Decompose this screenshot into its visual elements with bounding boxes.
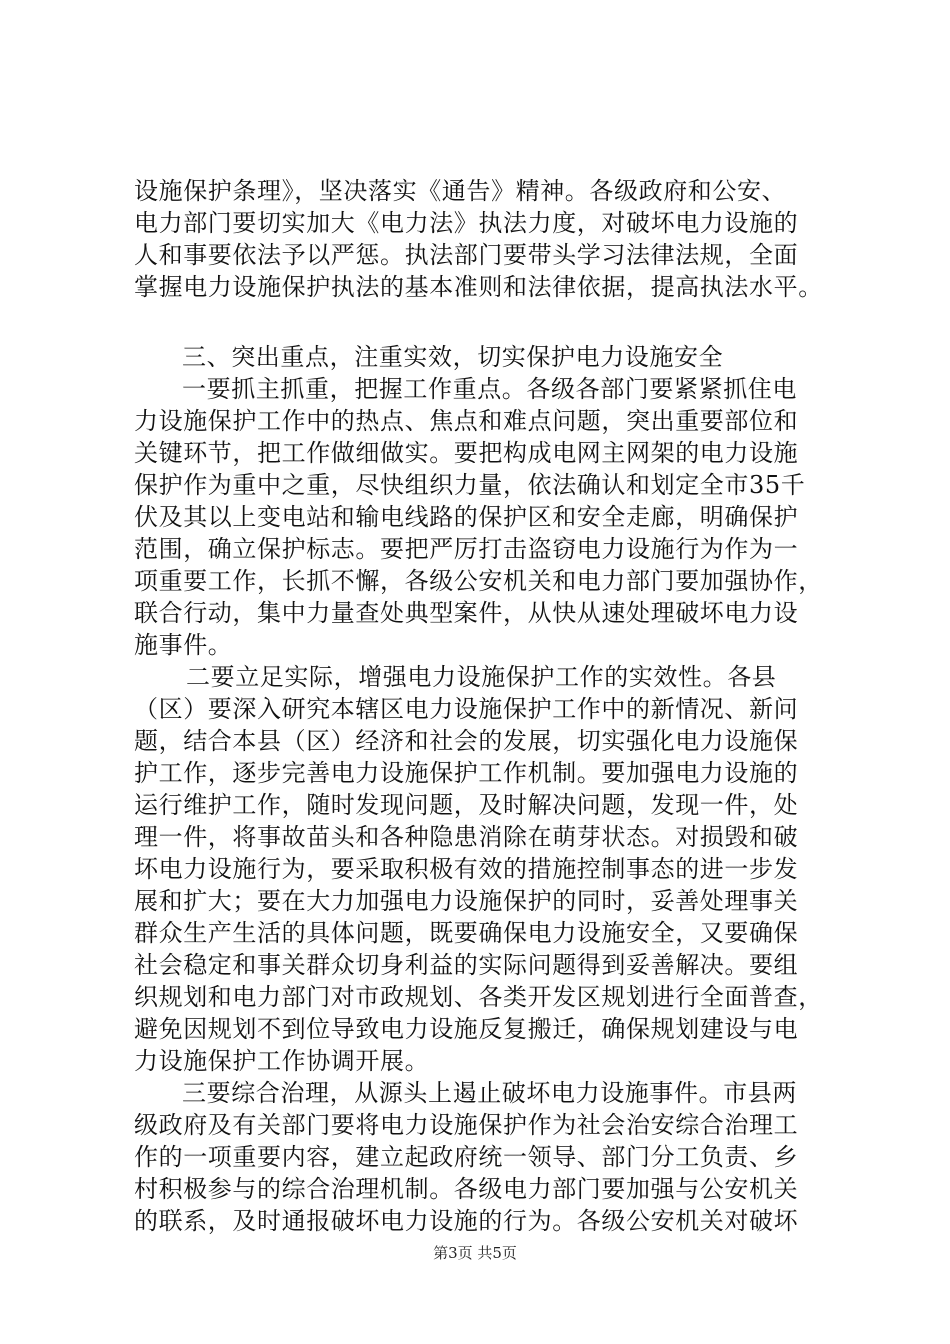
text-line: 级政府及有关部门要将电力设施保护作为社会治安综合治理工 (134, 1111, 799, 1139)
text-line: 人和事要依法予以严惩。执法部门要带头学习法律法规，全面 (134, 241, 799, 269)
text-line: 群众生产生活的具体问题，既要确保电力设施安全，又要确保 (134, 919, 799, 947)
text-line: 保护作为重中之重，尽快组织力量，依法确认和划定全市35千 (134, 471, 806, 499)
text-line: 设施保护条理》，坚决落实《通告》精神。各级政府和公安、 (134, 177, 787, 205)
text-line: 项重要工作，长抓不懈，各级公安机关和电力部门要加强协作， (134, 567, 823, 595)
text-line: 村积极参与的综合治理机制。各级电力部门要加强与公安机关 (134, 1175, 799, 1203)
text-line: 避免因规划不到位导致电力设施反复搬迁，确保规划建设与电 (134, 1015, 799, 1043)
page-footer: 第3页 共5页 (433, 1244, 517, 1262)
text-line: 关键环节，把工作做细做实。要把构成电网主网架的电力设施 (134, 439, 799, 467)
text-line: 题，结合本县（区）经济和社会的发展，切实强化电力设施保 (134, 727, 799, 755)
paragraph-intro (134, 175, 834, 303)
paragraph-two (134, 661, 834, 1077)
text-line: 二要立足实际，增强电力设施保护工作的实效性。各县 (186, 663, 777, 691)
text-line: 社会稳定和事关群众切身利益的实际问题得到妥善解决。要组 (134, 951, 799, 979)
text-line: 范围，确立保护标志。要把严厉打击盗窃电力设施行为作为一 (134, 535, 799, 563)
section-heading: 三、突出重点，注重实效，切实保护电力设施安全 (182, 343, 724, 371)
text-line: 伏及其以上变电站和输电线路的保护区和安全走廊，明确保护 (134, 503, 799, 531)
text-line: 理一件，将事故苗头和各种隐患消除在萌芽状态。对损毁和破 (134, 823, 799, 851)
document-body (134, 175, 834, 1237)
paragraph-one (134, 373, 834, 661)
text-line: 电力部门要切实加大《电力法》执法力度，对破坏电力设施的 (134, 209, 799, 237)
text-line: 护工作，逐步完善电力设施保护工作机制。要加强电力设施的 (134, 759, 799, 787)
text-line: 力设施保护工作协调开展。 (134, 1047, 430, 1075)
text-line: 掌握电力设施保护执法的基本准则和法律依据，提高执法水平。 (134, 273, 823, 301)
text-line: 作的一项重要内容，建立起政府统一领导、部门分工负责、乡 (134, 1143, 799, 1171)
text-line: 施事件。 (134, 631, 233, 659)
text-line: 联合行动，集中力量查处典型案件，从快从速处理破坏电力设 (134, 599, 799, 627)
text-line: 力设施保护工作中的热点、焦点和难点问题，突出重要部位和 (134, 407, 799, 435)
text-line: （区）要深入研究本辖区电力设施保护工作中的新情况、新问 (134, 695, 799, 723)
text-line: 的联系，及时通报破坏电力设施的行为。各级公安机关对破坏 (134, 1207, 799, 1235)
text-line: 展和扩大；要在大力加强电力设施保护的同时，妥善处理事关 (134, 887, 799, 915)
text-line: 运行维护工作，随时发现问题，及时解决问题，发现一件，处 (134, 791, 799, 819)
text-line: 织规划和电力部门对市政规划、各类开发区规划进行全面普查， (134, 983, 823, 1011)
text-line: 一要抓主抓重，把握工作重点。各级各部门要紧紧抓住电 (182, 375, 797, 403)
text-line: 三要综合治理，从源头上遏止破坏电力设施事件。市县两 (182, 1079, 797, 1107)
text-line: 坏电力设施行为，要采取积极有效的措施控制事态的进一步发 (134, 855, 799, 883)
paragraph-three (134, 1077, 834, 1237)
paragraph-spacer (134, 303, 834, 341)
